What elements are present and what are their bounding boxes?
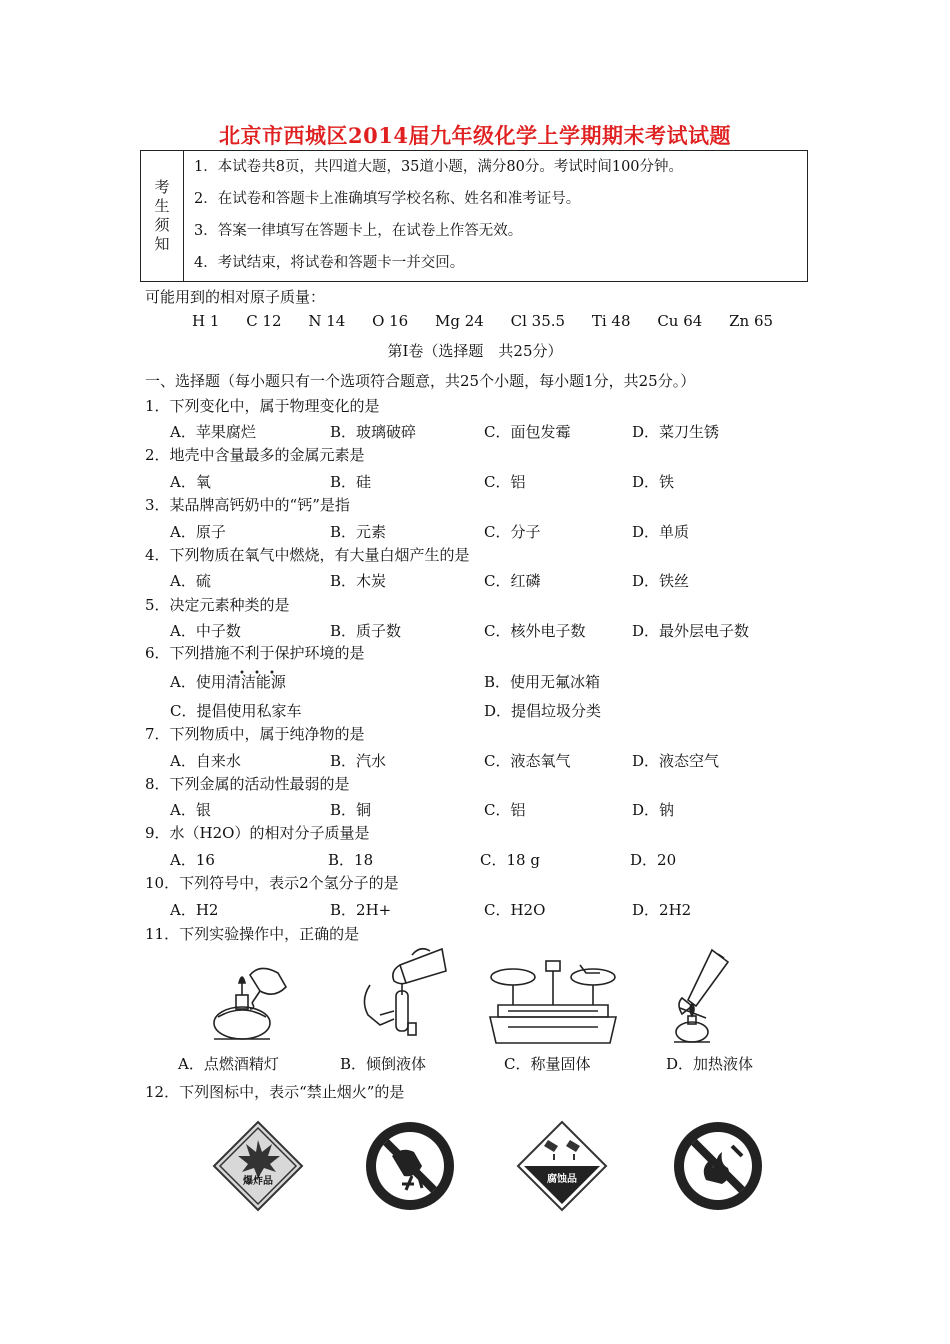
atomic-mass: N 14 [308, 312, 346, 330]
question-stem: 5．决定元素种类的是 [145, 596, 290, 614]
notice-side-label [141, 151, 184, 281]
option-a: A．中子数 [170, 622, 241, 640]
option-c: C．分子 [484, 523, 541, 541]
atomic-mass-label: 可能用到的相对原子质量： [145, 288, 326, 306]
option-d: D．液态空气 [632, 752, 720, 770]
no-fire-sign-icon [670, 1118, 766, 1218]
notice-line: 1．本试卷共8页，共四道大题，35道小题，满分80分。考试时间100分钟。 [194, 159, 684, 175]
option-c: C．18 g [480, 851, 540, 869]
notice-line: 4．考试结束，将试卷和答题卡一并交回。 [194, 255, 465, 271]
atomic-mass: Mg 24 [435, 312, 484, 330]
option-c: C．红磷 [484, 572, 541, 590]
question-stem: 9．水（H2O）的相对分子质量是 [145, 824, 370, 842]
option-d: D．加热液体 [666, 1055, 754, 1073]
option-c: C．核外电子数 [484, 622, 586, 640]
option-b: B．元素 [330, 523, 387, 541]
notice-side-char: 生 [154, 197, 170, 215]
option-d: D．20 [630, 851, 677, 869]
atomic-mass: C 12 [246, 312, 282, 330]
atomic-mass-list [192, 312, 795, 330]
option-d: D．钠 [632, 801, 675, 819]
option-b: B．铜 [330, 801, 372, 819]
option-d: D．最外层电子数 [632, 622, 750, 640]
atomic-mass: Ti 48 [591, 312, 631, 330]
option-a: A．氧 [170, 473, 211, 491]
question-stem: 12．下列图标中，表示“禁止烟火”的是 [145, 1083, 405, 1101]
question-stem: 8．下列金属的活动性最弱的是 [145, 775, 350, 793]
option-a: A．16 [170, 851, 215, 869]
question-stem: 4．下列物质在氧气中燃烧，有大量白烟产生的是 [145, 546, 470, 564]
atomic-mass: Zn 65 [729, 312, 774, 330]
option-b: B．倾倒液体 [340, 1055, 427, 1073]
option-b: B．木炭 [330, 572, 387, 590]
option-c: C．称量固体 [504, 1055, 591, 1073]
option-a: A．H2 [170, 901, 219, 919]
sign-label: 腐蚀品 [547, 1174, 577, 1185]
option-b: B．2H+ [330, 901, 392, 919]
option-a: A．原子 [170, 523, 226, 541]
notice-lines [184, 151, 807, 281]
notice-side-char: 须 [154, 216, 170, 234]
option-b: B．玻璃破碎 [330, 423, 417, 441]
exam-title: 北京市西城区2014届九年级化学上学期期末考试试题 [219, 123, 731, 148]
option-a: A．苹果腐烂 [170, 423, 256, 441]
section-title: 第Ⅰ卷（选择题 共25分） [387, 342, 563, 360]
option-d: D．铁 [632, 473, 675, 491]
pour-liquid-figure [350, 945, 450, 1054]
option-d: D．提倡垃圾分类 [484, 702, 602, 720]
notice-side-char: 知 [154, 235, 170, 253]
notice-line: 3．答案一律填写在答题卡上，在试卷上作答无效。 [194, 223, 523, 239]
option-d: D．菜刀生锈 [632, 423, 720, 441]
option-b: B．18 [328, 851, 374, 869]
option-c: C．提倡使用私家车 [170, 702, 302, 720]
option-c: C．H2O [484, 901, 546, 919]
option-a: A．硫 [170, 572, 211, 590]
exam-notice-box [140, 150, 808, 282]
question-stem: 10．下列符号中，表示2个氢分子的是 [145, 874, 399, 892]
option-d: D．单质 [632, 523, 690, 541]
option-d: D．2H2 [632, 901, 692, 919]
question-stem: 11．下列实验操作中，正确的是 [145, 925, 360, 943]
option-b: B．使用无氟冰箱 [484, 673, 601, 691]
question-stem: 7．下列物质中，属于纯净物的是 [145, 725, 365, 743]
balance-scale-figure [488, 955, 618, 1054]
part-heading: 一、选择题（每小题只有一个选项符合题意，共25个小题，每小题1分，共25分。） [145, 372, 696, 390]
question-stem: 6．下列措施不利于保护环境的是 [145, 644, 365, 662]
question-stem: 3．某品牌高钙奶中的“钙”是指 [145, 496, 350, 514]
notice-side-char: 考 [154, 178, 170, 196]
atomic-mass: Cl 35.5 [510, 312, 566, 330]
notice-line: 2．在试卷和答题卡上准确填写学校名称、姓名和准考证号。 [194, 191, 581, 207]
option-a: A．自来水 [170, 752, 241, 770]
alcohol-lamp-lighting-figure [200, 955, 305, 1054]
question-stem: 1．下列变化中，属于物理变化的是 [145, 397, 380, 415]
option-c: C．面包发霉 [484, 423, 571, 441]
option-b: B．汽水 [330, 752, 387, 770]
explosive-sign-icon [210, 1118, 306, 1218]
heat-liquid-figure [662, 948, 747, 1052]
sign-label: 爆炸品 [243, 1176, 273, 1187]
option-a: A．使用清洁能源 [170, 673, 286, 691]
atomic-mass: O 16 [372, 312, 409, 330]
option-b: B．硅 [330, 473, 372, 491]
question-stem: 2．地壳中含量最多的金属元素是 [145, 446, 365, 464]
corrosive-sign-icon [514, 1118, 610, 1218]
option-c: C．铝 [484, 473, 526, 491]
atomic-mass: Cu 64 [657, 312, 703, 330]
option-a: A．点燃酒精灯 [178, 1055, 279, 1073]
option-c: C．铝 [484, 801, 526, 819]
option-a: A．银 [170, 801, 211, 819]
no-pushing-sign-icon [362, 1118, 458, 1218]
option-b: B．质子数 [330, 622, 402, 640]
atomic-mass: H 1 [192, 312, 220, 330]
option-c: C．液态氧气 [484, 752, 571, 770]
option-d: D．铁丝 [632, 572, 690, 590]
